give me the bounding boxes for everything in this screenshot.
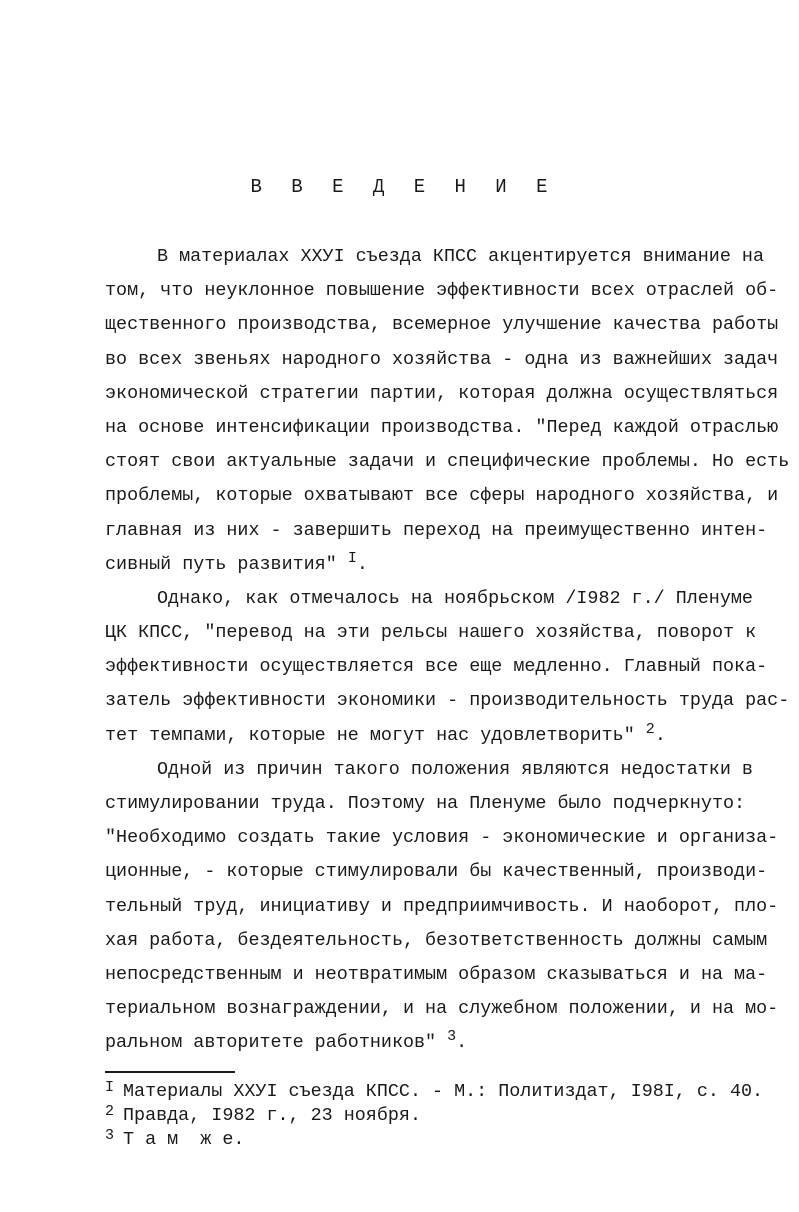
paragraph-2-line: затель эффективности экономики - производительность труда рас- — [105, 690, 790, 712]
paragraph-2-line-text: тет темпами, которые не могут нас удовлетворить" — [105, 724, 635, 746]
paragraph-1-line: В материалах ХХУI съезда КПСС акцентируется внимание на — [157, 246, 764, 267]
paragraph-1-line: стоят свои актуальные задачи и специфические проблемы. Но есть — [105, 451, 790, 473]
paragraph-3-line: ционные, - которые стимулировали бы качественный, производи- — [105, 861, 768, 883]
footnote-ref-2: 2 — [645, 720, 655, 738]
paragraph-3-line: Одной из причин такого положения являются недостатки в — [157, 758, 753, 780]
paragraph-1-line: щественного производства, всемерное улучшение качества работы — [105, 314, 779, 336]
paragraph-3-line: непосредственным и неотвратимым образом сказываться и на ма- — [105, 963, 768, 985]
paragraph-1-line-text: сивный путь развития" — [105, 553, 337, 575]
paragraph-1-line: на основе интенсификации производства. "Перед каждой отраслью — [105, 416, 779, 438]
footnote-1: I Материалы ХХУI съезда КПСС. - М.: Политиздат, I98I, с. 40. — [105, 1079, 764, 1102]
paragraph-1-line: экономической стратегии партии, которая должна осуществляться — [105, 382, 779, 404]
paragraph-1-line: во всех звеньях народного хозяйства - одна из важнейших задач — [105, 348, 779, 370]
footnote-text: Правда, I982 г., 23 ноября. — [123, 1105, 421, 1126]
sentence-end: . — [654, 724, 666, 746]
paragraph-3-line-text: ральном авторитете работников" — [105, 1032, 437, 1054]
paragraph-3-line: хая работа, бездеятельность, безответственность должны самым — [105, 929, 768, 951]
footnotes — [105, 1080, 765, 1152]
paragraph-2-line: ЦК КПСС, "перевод на эти рельсы нашего хозяйства, поворот к — [105, 622, 757, 644]
paragraph-2-line: эффективности осуществляется все еще медленно. Главный пока- — [105, 656, 768, 678]
body-text — [105, 240, 790, 1061]
paragraph-3-last-line — [105, 1026, 760, 1060]
paragraph-1-line: том, что неуклонное повышение эффективности всех отраслей об- — [105, 280, 779, 302]
footnote-ref-3: 3 — [447, 1028, 457, 1046]
paragraph-1-line: проблемы, которые охватывают все сферы народного хозяйства, и — [105, 485, 779, 507]
footnote-ref-1: I — [347, 549, 357, 567]
paragraph-1-last-line — [105, 548, 760, 582]
paragraph-3-line: тельный труд, инициативу и предприимчивость. И наоборот, пло- — [105, 895, 779, 917]
footnote-3: 3 Т а м ж е. — [105, 1127, 245, 1150]
footnote-text: Т а м ж е. — [123, 1129, 245, 1150]
paragraph-1-line: главная из них - завершить переход на преимущественно интен- — [105, 519, 768, 541]
paragraph-2-line: Однако, как отмечалось на ноябрьском /I982 г./ Пленуме — [157, 587, 753, 609]
footnote-divider — [105, 1071, 235, 1073]
footnote-2: 2 Правда, I982 г., 23 ноября. — [105, 1103, 421, 1126]
paragraph-3-line: териальном вознаграждении, и на служебном положении, и на мо- — [105, 998, 779, 1020]
paragraph-3-line: "Необходимо создать такие условия - экономические и организа- — [105, 827, 779, 849]
footnote-text: Материалы ХХУI съезда КПСС. - М.: Политиздат, I98I, с. 40. — [123, 1081, 764, 1102]
paragraph-3-line: стимулировании труда. Поэтому на Пленуме было подчеркнуто: — [105, 793, 746, 814]
sentence-end: . — [356, 553, 368, 575]
page-title: В В Е Д Е Н И Е — [250, 176, 557, 198]
sentence-end: . — [456, 1032, 468, 1054]
paragraph-2-last-line — [105, 719, 760, 753]
